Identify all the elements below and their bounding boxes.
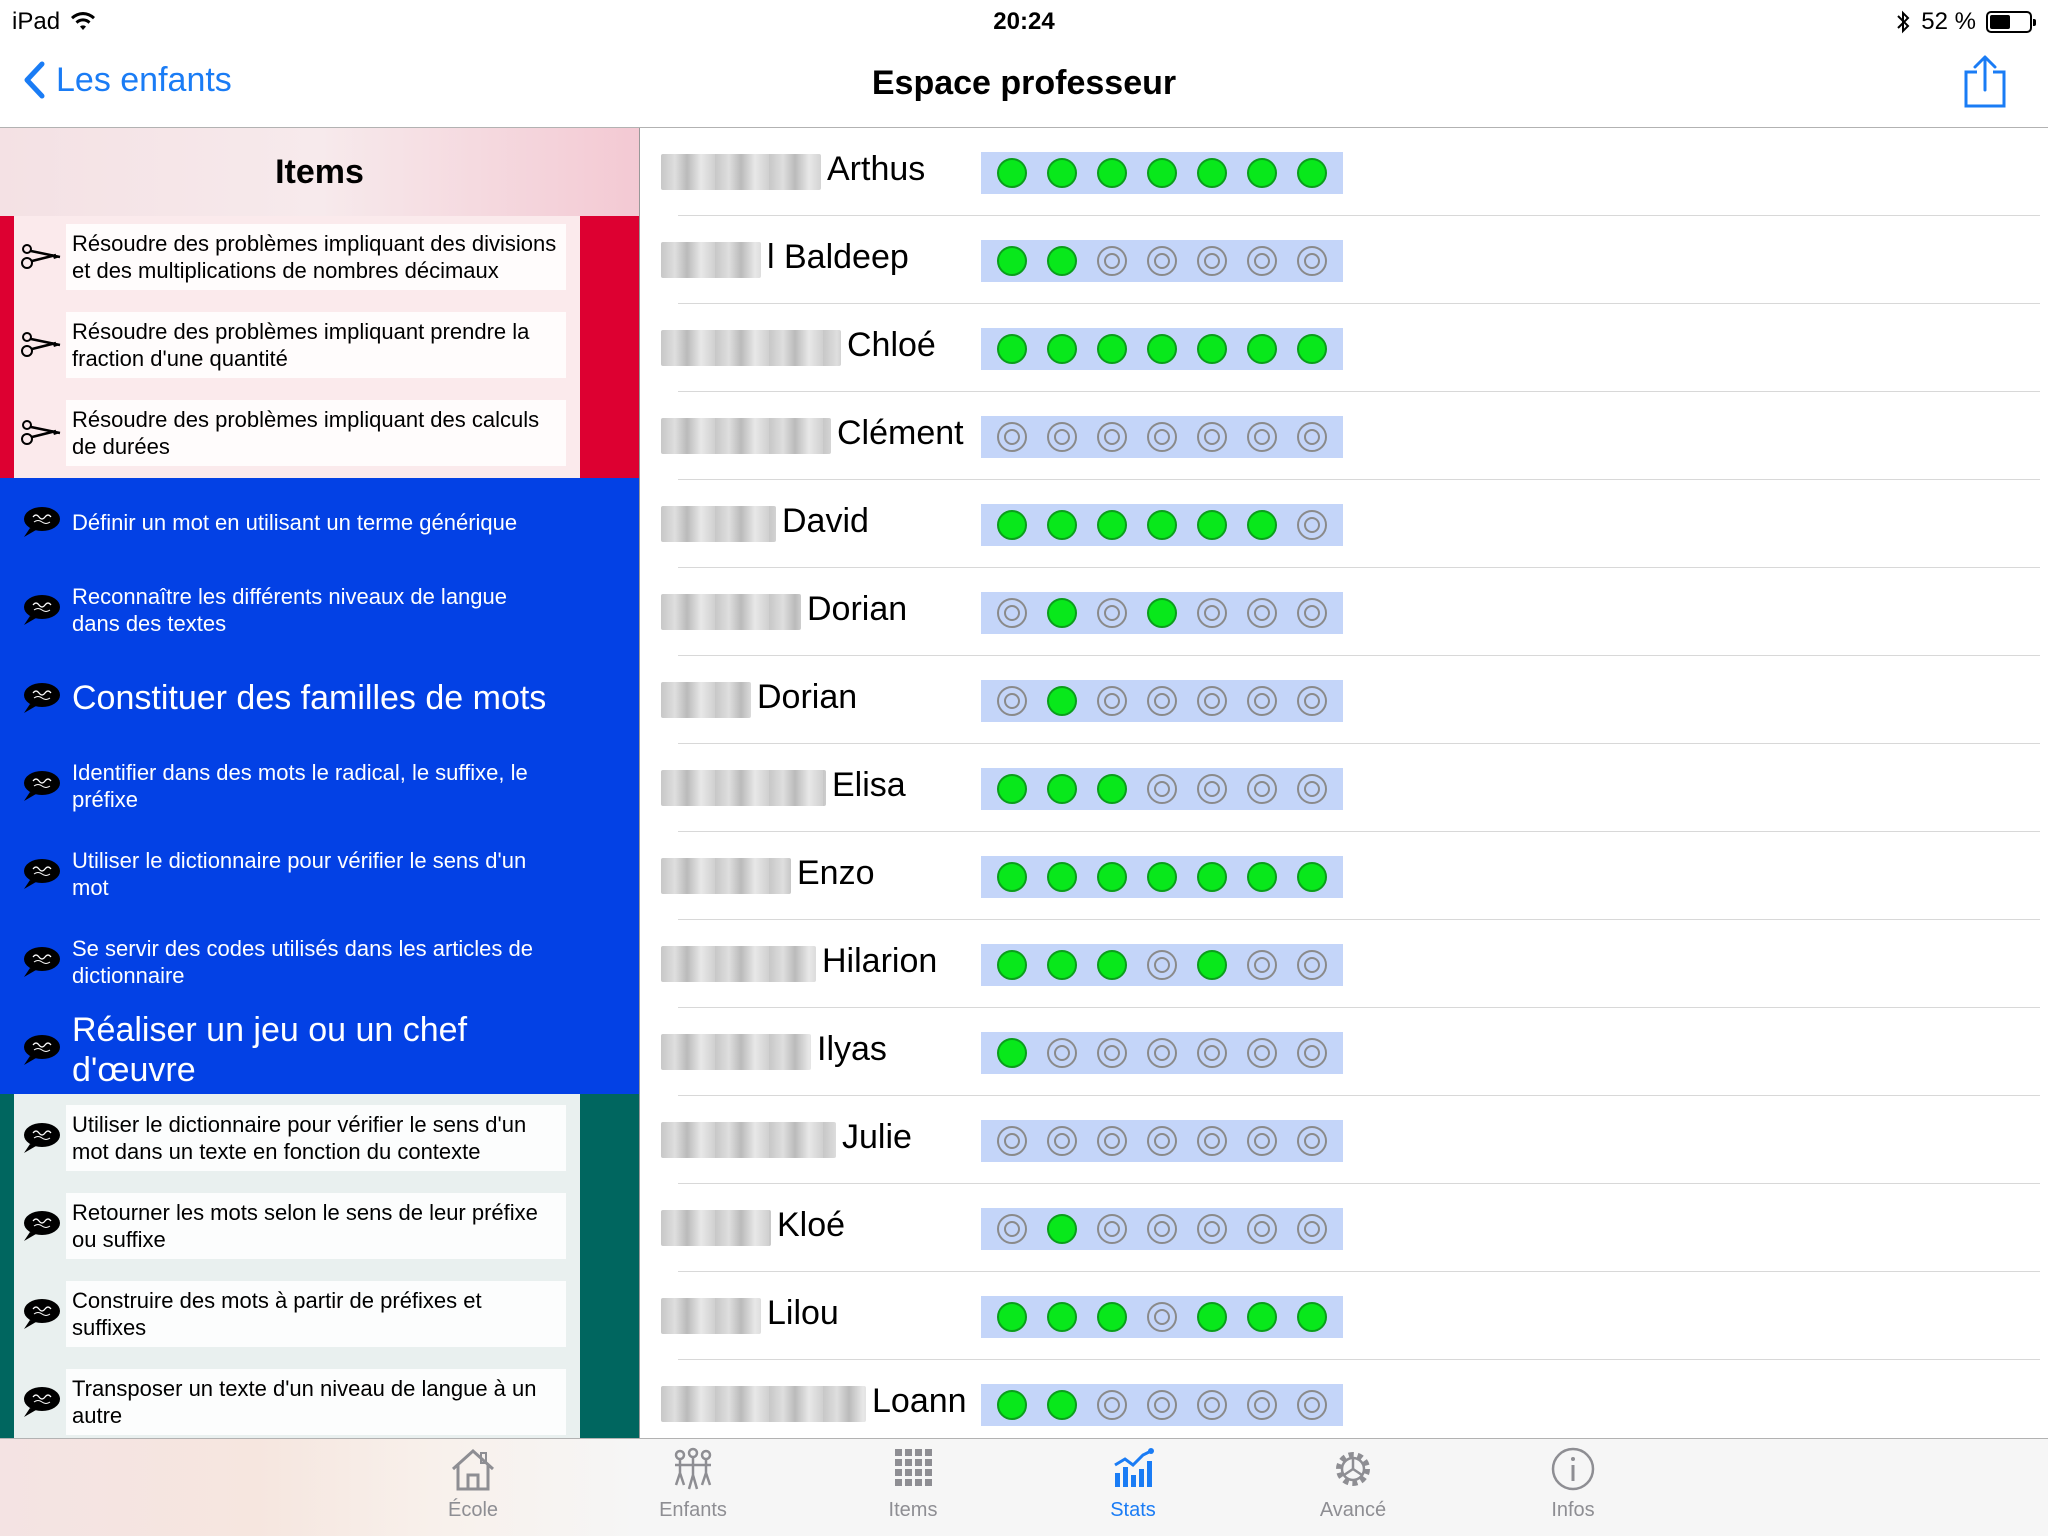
share-button[interactable]: [1960, 54, 2010, 110]
student-name: Dorian: [757, 678, 858, 716]
item-acquired-dot: [1247, 510, 1277, 540]
status-bar: [0, 0, 2048, 40]
item-acquired-dot: [1097, 158, 1127, 188]
item-acquired-dot: [1197, 158, 1227, 188]
compass-icon: [18, 327, 62, 363]
item-acquired-dot: [1147, 862, 1177, 892]
blurred-surname: [661, 330, 841, 366]
progress-dots: [981, 592, 1343, 634]
student-name: Arthus: [827, 150, 926, 188]
item-not-acquired-dot: [1247, 598, 1277, 628]
item-label: Se servir des codes utilisés dans les articles de dictionnaire: [72, 936, 533, 988]
item-acquired-dot: [1147, 598, 1177, 628]
tab-bar-tint: [0, 1439, 640, 1536]
item-row[interactable]: [0, 1182, 640, 1270]
speech-bubble-icon: [18, 1032, 62, 1068]
item-row[interactable]: [0, 478, 640, 566]
student-name: Chloé: [847, 326, 936, 364]
bluetooth-icon: [1895, 10, 1911, 34]
blurred-surname: [661, 418, 831, 454]
items-header: Items: [0, 128, 639, 216]
tab-stats[interactable]: [1063, 1443, 1203, 1535]
blurred-surname: [661, 682, 751, 718]
item-not-acquired-dot: [1097, 246, 1127, 276]
item-label: Constituer des familles de mots: [72, 679, 547, 717]
blurred-surname: [661, 594, 801, 630]
student-name: l Baldeep: [767, 238, 909, 276]
item-acquired-dot: [1197, 510, 1227, 540]
item-not-acquired-dot: [1147, 1302, 1177, 1332]
speech-bubble-icon: [18, 1384, 62, 1420]
item-acquired-dot: [997, 158, 1027, 188]
tab-items[interactable]: [843, 1443, 983, 1535]
battery-text: 52 %: [1921, 8, 1976, 35]
student-list[interactable]: [641, 128, 2048, 1438]
tab-ecole-label: École: [447, 1499, 499, 1521]
blurred-surname: [661, 1122, 836, 1158]
item-not-acquired-dot: [1097, 1126, 1127, 1156]
item-acquired-dot: [1297, 1302, 1327, 1332]
item-acquired-dot: [997, 510, 1027, 540]
item-acquired-dot: [1097, 862, 1127, 892]
item-not-acquired-dot: [1247, 950, 1277, 980]
student-row[interactable]: [641, 304, 2048, 392]
student-name: David: [782, 502, 869, 540]
item-label: Réaliser un jeu ou un chef d'œuvre: [72, 1011, 468, 1089]
item-acquired-dot: [1247, 158, 1277, 188]
student-row[interactable]: [641, 1096, 2048, 1184]
item-row[interactable]: [0, 566, 640, 654]
item-acquired-dot: [1297, 862, 1327, 892]
item-label: Utiliser le dictionnaire pour vérifier le sens d'un mot: [72, 848, 527, 900]
item-label: Retourner les mots selon le sens de leur préfixe ou suffixe: [66, 1193, 566, 1259]
student-row[interactable]: [641, 1272, 2048, 1360]
item-not-acquired-dot: [1197, 422, 1227, 452]
item-acquired-dot: [1047, 598, 1077, 628]
student-row[interactable]: [641, 1184, 2048, 1272]
item-label: Résoudre des problèmes impliquant des divisions et des multiplications de nombres décimaux: [66, 224, 566, 290]
item-not-acquired-dot: [1147, 1214, 1177, 1244]
speech-bubble-icon: [18, 680, 62, 716]
share-icon: [1960, 54, 2010, 110]
item-acquired-dot: [1047, 950, 1077, 980]
item-not-acquired-dot: [1097, 1390, 1127, 1420]
tab-stats-label: Stats: [1110, 1499, 1156, 1521]
student-row[interactable]: [641, 480, 2048, 568]
item-not-acquired-dot: [1197, 1214, 1227, 1244]
item-not-acquired-dot: [1247, 1038, 1277, 1068]
item-acquired-dot: [997, 334, 1027, 364]
item-acquired-dot: [997, 862, 1027, 892]
compass-icon: [18, 239, 62, 275]
items-group: [0, 478, 639, 1094]
progress-dots: [981, 1296, 1343, 1338]
item-row[interactable]: [0, 301, 640, 389]
item-acquired-dot: [997, 1038, 1027, 1068]
item-not-acquired-dot: [1297, 598, 1327, 628]
item-not-acquired-dot: [1197, 246, 1227, 276]
item-not-acquired-dot: [1197, 598, 1227, 628]
item-acquired-dot: [997, 950, 1027, 980]
tab-avance[interactable]: [1283, 1443, 1423, 1535]
item-not-acquired-dot: [1247, 1214, 1277, 1244]
item-not-acquired-dot: [1097, 686, 1127, 716]
student-row[interactable]: [641, 216, 2048, 304]
blurred-surname: [661, 1210, 771, 1246]
info-icon: [1547, 1443, 1599, 1495]
item-not-acquired-dot: [1097, 1038, 1127, 1068]
item-not-acquired-dot: [1197, 686, 1227, 716]
item-acquired-dot: [1097, 510, 1127, 540]
progress-dots: [981, 240, 1343, 282]
item-row[interactable]: [0, 1358, 640, 1438]
item-not-acquired-dot: [1147, 246, 1177, 276]
student-name: Lilou: [767, 1294, 839, 1332]
student-row[interactable]: [641, 392, 2048, 480]
speech-bubble-icon: [18, 768, 62, 804]
item-acquired-dot: [1247, 862, 1277, 892]
item-not-acquired-dot: [1247, 246, 1277, 276]
item-label: Résoudre des problèmes impliquant prendre la fraction d'une quantité: [66, 312, 566, 378]
progress-dots: [981, 152, 1343, 194]
progress-dots: [981, 944, 1343, 986]
item-not-acquired-dot: [1047, 422, 1077, 452]
progress-dots: [981, 680, 1343, 722]
progress-dots: [981, 1032, 1343, 1074]
speech-bubble-icon: [18, 1296, 62, 1332]
item-acquired-dot: [1247, 334, 1277, 364]
device-label: iPad: [12, 8, 61, 35]
gear-icon: [1327, 1443, 1379, 1495]
tab-infos[interactable]: [1503, 1443, 1643, 1535]
tab-infos-label: Infos: [1551, 1499, 1595, 1521]
progress-dots: [981, 1208, 1343, 1250]
item-not-acquired-dot: [1297, 510, 1327, 540]
item-acquired-dot: [1197, 950, 1227, 980]
item-acquired-dot: [997, 246, 1027, 276]
item-acquired-dot: [1247, 1302, 1277, 1332]
items-group: [0, 1094, 639, 1438]
status-right: [1895, 8, 2032, 36]
student-row[interactable]: [641, 920, 2048, 1008]
tab-avance-label: Avancé: [1319, 1499, 1387, 1521]
item-not-acquired-dot: [1047, 1038, 1077, 1068]
item-not-acquired-dot: [1297, 774, 1327, 804]
item-acquired-dot: [1147, 334, 1177, 364]
item-acquired-dot: [1297, 158, 1327, 188]
item-acquired-dot: [1197, 1302, 1227, 1332]
item-acquired-dot: [1147, 158, 1177, 188]
item-not-acquired-dot: [1297, 1126, 1327, 1156]
compass-icon: [18, 415, 62, 451]
tab-enfants-label: Enfants: [659, 1499, 727, 1521]
speech-bubble-icon: [18, 1208, 62, 1244]
navigation-bar: [0, 40, 2048, 128]
item-acquired-dot: [1047, 774, 1077, 804]
progress-dots: [981, 856, 1343, 898]
item-not-acquired-dot: [1297, 1214, 1327, 1244]
student-name: Loann: [872, 1382, 967, 1420]
blurred-surname: [661, 506, 776, 542]
battery-icon: [1986, 11, 2032, 33]
progress-dots: [981, 328, 1343, 370]
blurred-surname: [661, 1034, 811, 1070]
item-not-acquired-dot: [1097, 598, 1127, 628]
item-acquired-dot: [1047, 1302, 1077, 1332]
student-name: Hilarion: [822, 942, 938, 980]
item-label: Construire des mots à partir de préfixes et suffixes: [66, 1281, 566, 1347]
item-acquired-dot: [997, 1390, 1027, 1420]
item-not-acquired-dot: [997, 1214, 1027, 1244]
back-button-label: Les enfants: [56, 60, 232, 99]
progress-dots: [981, 416, 1343, 458]
item-not-acquired-dot: [997, 422, 1027, 452]
item-not-acquired-dot: [997, 1126, 1027, 1156]
item-not-acquired-dot: [1047, 1126, 1077, 1156]
item-row[interactable]: [0, 1006, 640, 1094]
blurred-surname: [661, 946, 816, 982]
item-not-acquired-dot: [1247, 1126, 1277, 1156]
item-acquired-dot: [1047, 334, 1077, 364]
student-name: Kloé: [777, 1206, 846, 1244]
item-acquired-dot: [1047, 158, 1077, 188]
item-row[interactable]: [0, 654, 640, 742]
item-not-acquired-dot: [1147, 1038, 1177, 1068]
item-acquired-dot: [1097, 774, 1127, 804]
item-not-acquired-dot: [1247, 686, 1277, 716]
item-not-acquired-dot: [1297, 1390, 1327, 1420]
student-name: Clément: [837, 414, 964, 452]
item-not-acquired-dot: [1097, 422, 1127, 452]
speech-bubble-icon: [18, 504, 62, 540]
student-row[interactable]: [641, 1360, 2048, 1438]
items-groups: [0, 216, 639, 1438]
stats-icon: [1107, 1443, 1159, 1495]
item-not-acquired-dot: [1297, 422, 1327, 452]
item-acquired-dot: [997, 1302, 1027, 1332]
items-panel: [0, 128, 640, 1438]
student-name: Dorian: [807, 590, 908, 628]
tab-ecole[interactable]: [403, 1443, 543, 1535]
speech-bubble-icon: [18, 1120, 62, 1156]
children-icon: [667, 1443, 719, 1495]
tab-bar: [0, 1438, 2048, 1536]
house-icon: [447, 1443, 499, 1495]
item-not-acquired-dot: [1147, 774, 1177, 804]
item-not-acquired-dot: [1197, 1126, 1227, 1156]
item-acquired-dot: [1047, 862, 1077, 892]
item-not-acquired-dot: [1147, 686, 1177, 716]
item-label: Identifier dans des mots le radical, le suffixe, le préfixe: [72, 760, 528, 812]
page-title: Espace professeur: [871, 64, 1177, 102]
item-row[interactable]: [0, 1270, 640, 1358]
item-label: Résoudre des problèmes impliquant des calculs de durées: [66, 400, 566, 466]
student-row[interactable]: [641, 128, 2048, 216]
tab-items-label: Items: [888, 1499, 938, 1521]
item-not-acquired-dot: [1297, 1038, 1327, 1068]
item-acquired-dot: [1047, 1390, 1077, 1420]
item-not-acquired-dot: [997, 598, 1027, 628]
item-not-acquired-dot: [1297, 686, 1327, 716]
blurred-surname: [661, 770, 826, 806]
tab-enfants[interactable]: [623, 1443, 763, 1535]
blurred-surname: [661, 154, 821, 190]
item-not-acquired-dot: [1147, 422, 1177, 452]
progress-dots: [981, 768, 1343, 810]
blurred-surname: [661, 1298, 761, 1334]
item-acquired-dot: [1297, 334, 1327, 364]
blurred-surname: [661, 242, 761, 278]
item-acquired-dot: [1047, 686, 1077, 716]
progress-dots: [981, 1120, 1343, 1162]
student-name: Ilyas: [817, 1030, 887, 1068]
item-row[interactable]: [0, 213, 640, 301]
item-acquired-dot: [997, 774, 1027, 804]
item-not-acquired-dot: [1197, 1390, 1227, 1420]
item-label: Reconnaître les différents niveaux de langue dans des textes: [72, 584, 507, 636]
item-not-acquired-dot: [1247, 774, 1277, 804]
item-row[interactable]: [0, 1094, 640, 1182]
item-label: Transposer un texte d'un niveau de langue à un autre: [66, 1369, 566, 1435]
item-row[interactable]: [0, 742, 640, 830]
item-acquired-dot: [1197, 862, 1227, 892]
blurred-surname: [661, 1386, 866, 1422]
item-acquired-dot: [1197, 334, 1227, 364]
item-label: Utiliser le dictionnaire pour vérifier le sens d'un mot dans un texte en fonction du contexte: [66, 1105, 566, 1171]
student-name: Enzo: [797, 854, 875, 892]
speech-bubble-icon: [18, 856, 62, 892]
item-row[interactable]: [0, 918, 640, 1006]
student-row[interactable]: [641, 568, 2048, 656]
item-not-acquired-dot: [1197, 774, 1227, 804]
speech-bubble-icon: [18, 592, 62, 628]
item-not-acquired-dot: [1147, 1126, 1177, 1156]
item-not-acquired-dot: [1197, 1038, 1227, 1068]
item-row[interactable]: [0, 830, 640, 918]
progress-dots: [981, 1384, 1343, 1426]
item-acquired-dot: [1097, 950, 1127, 980]
item-not-acquired-dot: [1097, 1214, 1127, 1244]
item-not-acquired-dot: [1297, 246, 1327, 276]
item-acquired-dot: [1147, 510, 1177, 540]
item-not-acquired-dot: [997, 686, 1027, 716]
student-row[interactable]: [641, 744, 2048, 832]
item-acquired-dot: [1097, 1302, 1127, 1332]
student-row[interactable]: [641, 832, 2048, 920]
blurred-surname: [661, 858, 791, 894]
item-label: Définir un mot en utilisant un terme générique: [72, 509, 518, 535]
student-name: Elisa: [832, 766, 906, 804]
item-acquired-dot: [1047, 1214, 1077, 1244]
status-time: 20:24: [993, 8, 1055, 35]
student-row[interactable]: [641, 656, 2048, 744]
speech-bubble-icon: [18, 944, 62, 980]
grid-icon: [887, 1443, 939, 1495]
item-acquired-dot: [1047, 510, 1077, 540]
progress-dots: [981, 504, 1343, 546]
item-not-acquired-dot: [1247, 422, 1277, 452]
items-group: [0, 216, 639, 478]
item-not-acquired-dot: [1147, 950, 1177, 980]
item-row[interactable]: [0, 389, 640, 477]
item-not-acquired-dot: [1247, 1390, 1277, 1420]
student-row[interactable]: [641, 1008, 2048, 1096]
item-not-acquired-dot: [1147, 1390, 1177, 1420]
item-not-acquired-dot: [1297, 950, 1327, 980]
item-acquired-dot: [1047, 246, 1077, 276]
item-acquired-dot: [1097, 334, 1127, 364]
student-name: Julie: [842, 1118, 912, 1156]
